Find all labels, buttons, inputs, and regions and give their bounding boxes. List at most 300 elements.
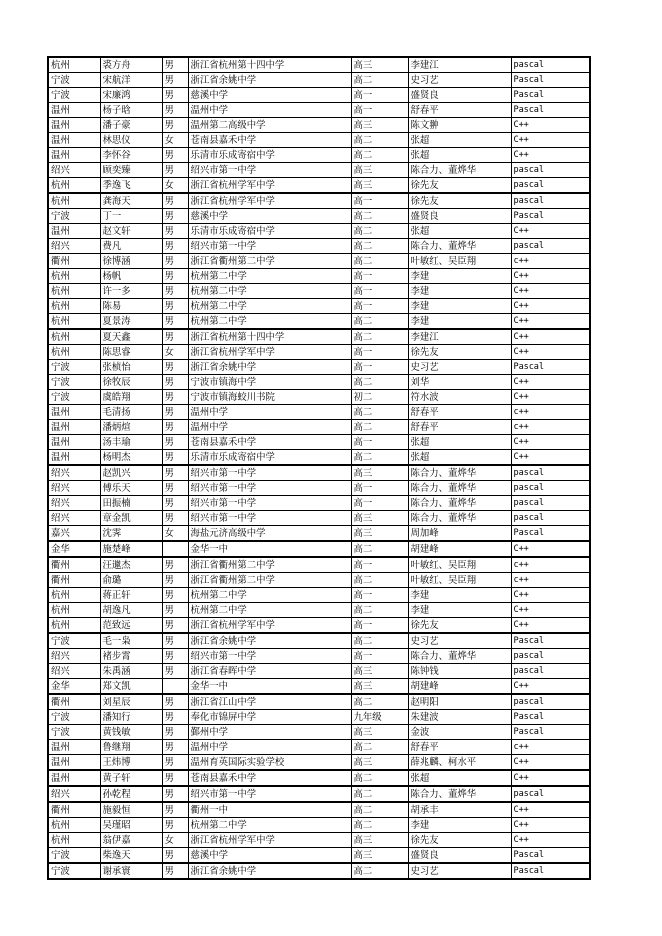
cell-gender[interactable]: 男 [162,770,188,786]
cell-city[interactable]: 宁波 [48,863,100,879]
cell-gender[interactable]: 男 [162,224,188,239]
cell-language[interactable]: Pascal [511,633,590,649]
cell-language[interactable]: Pascal [511,863,590,879]
cell-school[interactable]: 浙江省余姚中学 [188,360,351,375]
cell-name[interactable]: 毛清扬 [100,405,162,420]
cell-coach[interactable]: 舒春平 [408,420,511,435]
cell-city[interactable]: 宁波 [48,73,100,88]
cell-coach[interactable]: 张超 [408,133,511,148]
cell-name[interactable]: 蒋正轩 [100,588,162,603]
cell-school[interactable]: 绍兴市第一中学 [188,465,351,481]
cell-gender[interactable]: 男 [162,329,188,345]
cell-language[interactable]: C++ [511,390,590,405]
table-row[interactable] [48,526,590,542]
cell-school[interactable]: 宁波市镇海中学 [188,375,351,390]
cell-coach[interactable]: 胡建峰 [408,679,511,695]
cell-grade[interactable]: 高二 [351,770,408,786]
cell-city[interactable]: 杭州 [48,178,100,194]
cell-name[interactable]: 费凡 [100,239,162,254]
cell-language[interactable]: Pascal [511,725,590,740]
cell-name[interactable]: 柴逸天 [100,848,162,864]
cell-gender[interactable] [162,541,188,557]
cell-city[interactable]: 杭州 [48,588,100,603]
cell-city[interactable]: 宁波 [48,390,100,405]
table-row[interactable] [48,435,590,450]
cell-language[interactable]: C++ [511,679,590,695]
table-row[interactable] [48,148,590,163]
cell-city[interactable]: 衢州 [48,802,100,818]
cell-language[interactable]: c++ [511,557,590,573]
cell-school[interactable]: 慈溪中学 [188,848,351,864]
cell-grade[interactable]: 高一 [351,299,408,314]
cell-language[interactable]: pascal [511,239,590,254]
cell-gender[interactable]: 男 [162,360,188,375]
cell-language[interactable]: C++ [511,435,590,450]
cell-grade[interactable]: 高二 [351,740,408,755]
cell-name[interactable]: 王炜博 [100,755,162,771]
cell-grade[interactable]: 高二 [351,694,408,710]
cell-grade[interactable]: 高三 [351,163,408,178]
table-row[interactable] [48,618,590,634]
cell-school[interactable]: 海盐元济高级中学 [188,526,351,542]
cell-school[interactable]: 绍兴市第一中学 [188,481,351,496]
cell-grade[interactable]: 高二 [351,239,408,254]
cell-gender[interactable]: 男 [162,375,188,390]
cell-name[interactable]: 施楚峰 [100,541,162,557]
cell-grade[interactable]: 高三 [351,848,408,864]
table-row[interactable] [48,360,590,375]
cell-name[interactable]: 杨明杰 [100,450,162,466]
table-row[interactable] [48,73,590,88]
cell-city[interactable]: 衢州 [48,694,100,710]
cell-grade[interactable]: 高三 [351,833,408,848]
cell-city[interactable]: 绍兴 [48,511,100,526]
table-row[interactable] [48,679,590,695]
cell-name[interactable]: 杨子晗 [100,103,162,118]
table-row[interactable] [48,802,590,818]
cell-gender[interactable]: 男 [162,148,188,163]
cell-city[interactable]: 绍兴 [48,649,100,664]
cell-language[interactable]: pascal [511,481,590,496]
cell-gender[interactable]: 男 [162,649,188,664]
cell-name[interactable]: 潘炳煊 [100,420,162,435]
cell-name[interactable]: 丁一 [100,209,162,224]
cell-school[interactable]: 苍南县嘉禾中学 [188,133,351,148]
cell-city[interactable]: 嘉兴 [48,526,100,542]
cell-city[interactable]: 温州 [48,755,100,771]
cell-gender[interactable]: 男 [162,239,188,254]
cell-school[interactable]: 乐清市乐成寄宿中学 [188,224,351,239]
cell-coach[interactable]: 胡建峰 [408,541,511,557]
cell-grade[interactable]: 高二 [351,133,408,148]
cell-grade[interactable]: 高一 [351,557,408,573]
cell-language[interactable]: C++ [511,269,590,284]
cell-gender[interactable]: 男 [162,633,188,649]
cell-coach[interactable]: 叶敏红、吴臣翔 [408,557,511,573]
table-row[interactable] [48,481,590,496]
cell-name[interactable]: 陈易 [100,299,162,314]
table-row[interactable] [48,740,590,755]
table-row[interactable] [48,496,590,511]
cell-coach[interactable]: 张超 [408,450,511,466]
cell-language[interactable]: pascal [511,496,590,511]
table-row[interactable] [48,254,590,269]
table-row[interactable] [48,848,590,864]
cell-city[interactable]: 绍兴 [48,496,100,511]
cell-name[interactable]: 徐博涵 [100,254,162,269]
cell-school[interactable]: 浙江省衢州第二中学 [188,254,351,269]
cell-gender[interactable]: 男 [162,73,188,88]
cell-coach[interactable]: 史习艺 [408,73,511,88]
cell-coach[interactable]: 陈文翀 [408,118,511,133]
table-row[interactable] [48,405,590,420]
cell-school[interactable]: 温州第二高级中学 [188,118,351,133]
cell-school[interactable]: 绍兴市第一中学 [188,496,351,511]
cell-school[interactable]: 绍兴市第一中学 [188,163,351,178]
cell-grade[interactable]: 高二 [351,603,408,618]
cell-gender[interactable]: 男 [162,786,188,802]
cell-city[interactable]: 宁波 [48,360,100,375]
table-row[interactable] [48,269,590,284]
cell-name[interactable]: 毛一枭 [100,633,162,649]
cell-language[interactable]: pascal [511,465,590,481]
cell-language[interactable]: Pascal [511,526,590,542]
cell-city[interactable]: 绍兴 [48,481,100,496]
cell-language[interactable]: pascal [511,193,590,209]
cell-language[interactable]: C++ [511,833,590,848]
cell-city[interactable]: 杭州 [48,833,100,848]
cell-gender[interactable]: 男 [162,557,188,573]
cell-gender[interactable]: 男 [162,209,188,224]
cell-city[interactable]: 宁波 [48,710,100,725]
cell-school[interactable]: 温州育英国际实验学校 [188,755,351,771]
cell-language[interactable]: c++ [511,254,590,269]
cell-coach[interactable]: 徐先友 [408,345,511,360]
cell-school[interactable]: 鄞州中学 [188,725,351,740]
cell-city[interactable]: 杭州 [48,603,100,618]
cell-coach[interactable]: 舒春平 [408,405,511,420]
cell-city[interactable]: 衢州 [48,254,100,269]
table-row[interactable] [48,664,590,679]
cell-grade[interactable]: 高三 [351,465,408,481]
cell-name[interactable]: 刘星辰 [100,694,162,710]
cell-gender[interactable]: 男 [162,481,188,496]
cell-school[interactable]: 绍兴市第一中学 [188,786,351,802]
cell-school[interactable]: 浙江省杭州学军中学 [188,618,351,634]
cell-name[interactable]: 谢承寰 [100,863,162,879]
table-row[interactable] [48,603,590,618]
cell-language[interactable]: C++ [511,118,590,133]
cell-city[interactable]: 温州 [48,435,100,450]
cell-coach[interactable]: 李建 [408,818,511,833]
cell-city[interactable]: 绍兴 [48,465,100,481]
cell-name[interactable]: 潘知行 [100,710,162,725]
table-row[interactable] [48,833,590,848]
cell-language[interactable]: C++ [511,450,590,466]
cell-language[interactable]: Pascal [511,848,590,864]
table-row[interactable] [48,863,590,879]
cell-grade[interactable]: 高二 [351,329,408,345]
cell-language[interactable]: C++ [511,299,590,314]
cell-grade[interactable]: 高二 [351,573,408,588]
cell-language[interactable]: C++ [511,345,590,360]
cell-language[interactable]: C++ [511,755,590,771]
cell-language[interactable]: pascal [511,664,590,679]
cell-language[interactable]: Pascal [511,88,590,103]
cell-gender[interactable]: 男 [162,420,188,435]
cell-coach[interactable]: 李建 [408,588,511,603]
table-row[interactable] [48,770,590,786]
cell-coach[interactable]: 李建 [408,314,511,330]
cell-grade[interactable]: 初二 [351,390,408,405]
cell-gender[interactable]: 男 [162,603,188,618]
cell-language[interactable]: C++ [511,818,590,833]
cell-name[interactable]: 许一多 [100,284,162,299]
cell-language[interactable]: c++ [511,740,590,755]
cell-grade[interactable]: 高二 [351,209,408,224]
cell-city[interactable]: 温州 [48,420,100,435]
table-row[interactable] [48,209,590,224]
cell-city[interactable]: 绍兴 [48,163,100,178]
cell-city[interactable]: 宁波 [48,848,100,864]
cell-name[interactable]: 黄子轩 [100,770,162,786]
cell-gender[interactable]: 男 [162,314,188,330]
cell-gender[interactable]: 男 [162,848,188,864]
cell-gender[interactable]: 男 [162,118,188,133]
cell-school[interactable]: 苍南县嘉禾中学 [188,435,351,450]
cell-gender[interactable]: 男 [162,725,188,740]
cell-school[interactable]: 奉化市锦屏中学 [188,710,351,725]
cell-name[interactable]: 俞璐 [100,573,162,588]
cell-school[interactable]: 绍兴市第一中学 [188,649,351,664]
cell-city[interactable]: 温州 [48,450,100,466]
cell-name[interactable]: 黄钱敏 [100,725,162,740]
table-row[interactable] [48,818,590,833]
cell-gender[interactable]: 男 [162,57,188,73]
cell-language[interactable]: c++ [511,405,590,420]
cell-name[interactable]: 顾奕臻 [100,163,162,178]
cell-school[interactable]: 杭州第二中学 [188,284,351,299]
cell-gender[interactable]: 男 [162,465,188,481]
cell-coach[interactable]: 金波 [408,725,511,740]
table-row[interactable] [48,710,590,725]
cell-grade[interactable]: 高三 [351,679,408,695]
cell-name[interactable]: 郑文凯 [100,679,162,695]
cell-gender[interactable]: 女 [162,133,188,148]
table-row[interactable] [48,57,590,73]
cell-language[interactable]: C++ [511,148,590,163]
cell-school[interactable]: 宁波市镇海蛟川书院 [188,390,351,405]
cell-name[interactable]: 傅乐天 [100,481,162,496]
cell-city[interactable]: 温州 [48,740,100,755]
cell-grade[interactable]: 高一 [351,88,408,103]
table-row[interactable] [48,786,590,802]
table-row[interactable] [48,633,590,649]
cell-name[interactable]: 褚步霄 [100,649,162,664]
cell-city[interactable]: 金华 [48,679,100,695]
cell-grade[interactable]: 高二 [351,786,408,802]
cell-grade[interactable]: 高二 [351,224,408,239]
cell-language[interactable]: pascal [511,511,590,526]
table-row[interactable] [48,299,590,314]
cell-coach[interactable]: 李建 [408,603,511,618]
cell-school[interactable]: 金华一中 [188,679,351,695]
cell-language[interactable]: pascal [511,649,590,664]
cell-gender[interactable]: 男 [162,390,188,405]
table-row[interactable] [48,375,590,390]
cell-coach[interactable]: 陈合力、董烨华 [408,786,511,802]
cell-school[interactable]: 绍兴市第一中学 [188,239,351,254]
cell-gender[interactable]: 男 [162,163,188,178]
table-row[interactable] [48,465,590,481]
cell-grade[interactable]: 高一 [351,345,408,360]
cell-name[interactable]: 陈思睿 [100,345,162,360]
cell-coach[interactable]: 陈合力、董烨华 [408,163,511,178]
cell-grade[interactable]: 高二 [351,148,408,163]
cell-grade[interactable]: 高三 [351,755,408,771]
cell-gender[interactable]: 男 [162,618,188,634]
table-row[interactable] [48,314,590,330]
table-row[interactable] [48,224,590,239]
cell-city[interactable]: 杭州 [48,345,100,360]
cell-name[interactable]: 季逸飞 [100,178,162,194]
cell-coach[interactable]: 徐先友 [408,178,511,194]
cell-grade[interactable]: 高一 [351,269,408,284]
cell-language[interactable]: pascal [511,57,590,73]
cell-school[interactable]: 浙江省衢州第二中学 [188,573,351,588]
cell-grade[interactable]: 高一 [351,435,408,450]
cell-coach[interactable]: 史习艺 [408,360,511,375]
cell-grade[interactable]: 高二 [351,420,408,435]
cell-city[interactable]: 宁波 [48,633,100,649]
table-row[interactable] [48,239,590,254]
table-row[interactable] [48,755,590,771]
cell-school[interactable]: 温州中学 [188,103,351,118]
table-row[interactable] [48,420,590,435]
table-row[interactable] [48,541,590,557]
cell-grade[interactable]: 高一 [351,103,408,118]
cell-city[interactable]: 宁波 [48,725,100,740]
cell-gender[interactable]: 男 [162,496,188,511]
cell-gender[interactable]: 男 [162,299,188,314]
cell-city[interactable]: 绍兴 [48,786,100,802]
table-row[interactable] [48,390,590,405]
cell-gender[interactable]: 女 [162,345,188,360]
table-row[interactable] [48,133,590,148]
cell-coach[interactable]: 盛贤良 [408,209,511,224]
cell-school[interactable]: 金华一中 [188,541,351,557]
cell-name[interactable]: 胡逸凡 [100,603,162,618]
cell-language[interactable]: pascal [511,178,590,194]
cell-grade[interactable]: 高一 [351,481,408,496]
cell-school[interactable]: 浙江省杭州第十四中学 [188,329,351,345]
cell-name[interactable]: 林思仪 [100,133,162,148]
cell-school[interactable]: 绍兴市第一中学 [188,511,351,526]
cell-school[interactable]: 浙江省余姚中学 [188,633,351,649]
table-row[interactable] [48,329,590,345]
cell-school[interactable]: 乐清市乐成寄宿中学 [188,450,351,466]
cell-school[interactable]: 浙江省杭州学军中学 [188,833,351,848]
cell-name[interactable]: 范致远 [100,618,162,634]
cell-coach[interactable]: 张超 [408,148,511,163]
cell-grade[interactable]: 高三 [351,57,408,73]
cell-name[interactable]: 夏天鑫 [100,329,162,345]
cell-language[interactable]: C++ [511,133,590,148]
cell-grade[interactable]: 高二 [351,802,408,818]
cell-grade[interactable]: 高三 [351,511,408,526]
cell-coach[interactable]: 李建 [408,269,511,284]
table-row[interactable] [48,725,590,740]
cell-name[interactable]: 孙乾程 [100,786,162,802]
table-row[interactable] [48,573,590,588]
cell-school[interactable]: 慈溪中学 [188,209,351,224]
cell-name[interactable]: 宋廉鸿 [100,88,162,103]
cell-city[interactable]: 温州 [48,405,100,420]
cell-gender[interactable]: 男 [162,284,188,299]
cell-coach[interactable]: 陈合力、董烨华 [408,239,511,254]
cell-name[interactable]: 朱禹涵 [100,664,162,679]
cell-city[interactable]: 绍兴 [48,664,100,679]
cell-grade[interactable]: 高二 [351,818,408,833]
cell-school[interactable]: 温州中学 [188,420,351,435]
cell-grade[interactable]: 高二 [351,863,408,879]
cell-coach[interactable]: 李建江 [408,57,511,73]
cell-school[interactable]: 衢州一中 [188,802,351,818]
cell-grade[interactable]: 高三 [351,664,408,679]
cell-school[interactable]: 浙江省余姚中学 [188,863,351,879]
table-row[interactable] [48,588,590,603]
cell-grade[interactable]: 高一 [351,360,408,375]
cell-coach[interactable]: 张超 [408,770,511,786]
cell-gender[interactable]: 男 [162,269,188,284]
cell-grade[interactable]: 九年级 [351,710,408,725]
cell-language[interactable]: C++ [511,375,590,390]
cell-city[interactable]: 杭州 [48,193,100,209]
cell-city[interactable]: 金华 [48,541,100,557]
cell-grade[interactable]: 高二 [351,254,408,269]
cell-grade[interactable]: 高一 [351,649,408,664]
cell-coach[interactable]: 陈钟钱 [408,664,511,679]
cell-name[interactable]: 杨帆 [100,269,162,284]
cell-coach[interactable]: 胡承丰 [408,802,511,818]
cell-gender[interactable]: 男 [162,802,188,818]
cell-coach[interactable]: 陈合力、董烨华 [408,511,511,526]
cell-gender[interactable]: 男 [162,588,188,603]
cell-gender[interactable]: 男 [162,694,188,710]
cell-coach[interactable]: 李建 [408,284,511,299]
table-row[interactable] [48,649,590,664]
cell-gender[interactable]: 男 [162,450,188,466]
cell-school[interactable]: 杭州第二中学 [188,314,351,330]
cell-grade[interactable]: 高二 [351,314,408,330]
cell-language[interactable]: C++ [511,284,590,299]
cell-city[interactable]: 杭州 [48,299,100,314]
cell-name[interactable]: 吴瑾昭 [100,818,162,833]
cell-name[interactable]: 赵文轩 [100,224,162,239]
cell-grade[interactable]: 高二 [351,375,408,390]
table-row[interactable] [48,557,590,573]
cell-coach[interactable]: 盛贤良 [408,88,511,103]
cell-coach[interactable]: 朱建波 [408,710,511,725]
cell-school[interactable]: 浙江省衢州第二中学 [188,557,351,573]
cell-city[interactable]: 杭州 [48,818,100,833]
cell-gender[interactable]: 女 [162,526,188,542]
cell-coach[interactable]: 徐先友 [408,193,511,209]
cell-school[interactable]: 浙江省杭州学军中学 [188,345,351,360]
cell-school[interactable]: 杭州第二中学 [188,299,351,314]
cell-city[interactable]: 温州 [48,224,100,239]
cell-name[interactable]: 鲁继翔 [100,740,162,755]
